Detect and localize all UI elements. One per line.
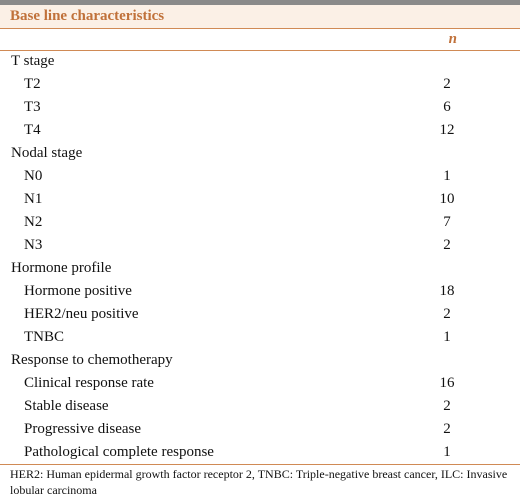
row-label: HER2/neu positive xyxy=(24,306,139,322)
table-group-row xyxy=(0,350,520,373)
table-row xyxy=(0,327,520,350)
row-value: 16 xyxy=(439,375,455,391)
row-value: 12 xyxy=(439,122,455,138)
row-label: TNBC xyxy=(24,329,65,345)
table-row xyxy=(0,304,520,327)
row-label: T4 xyxy=(24,122,41,138)
row-label: N3 xyxy=(24,237,43,253)
row-value: 2 xyxy=(443,237,451,253)
table-row xyxy=(0,281,520,304)
row-label: Hormone positive xyxy=(24,283,132,299)
row-label: Response to chemotherapy xyxy=(11,352,173,368)
table-row xyxy=(0,120,520,143)
row-value: 1 xyxy=(443,168,451,184)
row-value: 6 xyxy=(443,99,451,115)
row-value: 10 xyxy=(439,191,455,207)
row-label: Pathological complete response xyxy=(24,444,214,460)
table-group-row xyxy=(0,143,520,166)
table-footnote: HER2: Human epidermal growth factor receptor 2, TNBC: Triple-negative breast cancer, ILC: Invasive lobular carcinoma xyxy=(10,467,508,497)
table-row xyxy=(0,212,520,235)
table-group-row xyxy=(0,51,520,74)
table-row xyxy=(0,166,520,189)
row-label: N2 xyxy=(24,214,43,230)
table-row xyxy=(0,74,520,97)
table-row xyxy=(0,419,520,442)
title-row xyxy=(0,5,520,28)
table-row xyxy=(0,235,520,258)
table-body xyxy=(0,51,520,465)
table-row xyxy=(0,396,520,419)
row-label: Hormone profile xyxy=(11,260,112,276)
row-label: Nodal stage xyxy=(11,145,83,161)
table-row xyxy=(0,373,520,396)
row-value: 1 xyxy=(443,329,451,345)
row-value: 2 xyxy=(443,421,451,437)
table-row xyxy=(0,97,520,120)
row-label: T2 xyxy=(24,76,41,92)
header-row xyxy=(0,29,520,51)
column-header-n: n xyxy=(448,31,457,47)
table-row xyxy=(0,189,520,212)
row-label: N1 xyxy=(24,191,43,207)
row-label: Progressive disease xyxy=(24,421,142,437)
bottom-divider xyxy=(0,464,520,465)
row-label: Clinical response rate xyxy=(24,375,154,391)
row-label: Stable disease xyxy=(24,398,109,414)
row-value: 2 xyxy=(443,76,451,92)
row-value: 18 xyxy=(439,283,455,299)
row-label: T3 xyxy=(24,99,41,115)
row-value: 7 xyxy=(443,214,451,230)
row-value: 1 xyxy=(443,444,451,460)
table-group-row xyxy=(0,258,520,281)
table-row xyxy=(0,442,520,465)
row-label: T stage xyxy=(11,53,55,69)
row-value: 2 xyxy=(443,398,451,414)
row-label: N0 xyxy=(24,168,43,184)
table-title: Base line characteristics xyxy=(10,8,165,24)
row-value: 2 xyxy=(443,306,451,322)
